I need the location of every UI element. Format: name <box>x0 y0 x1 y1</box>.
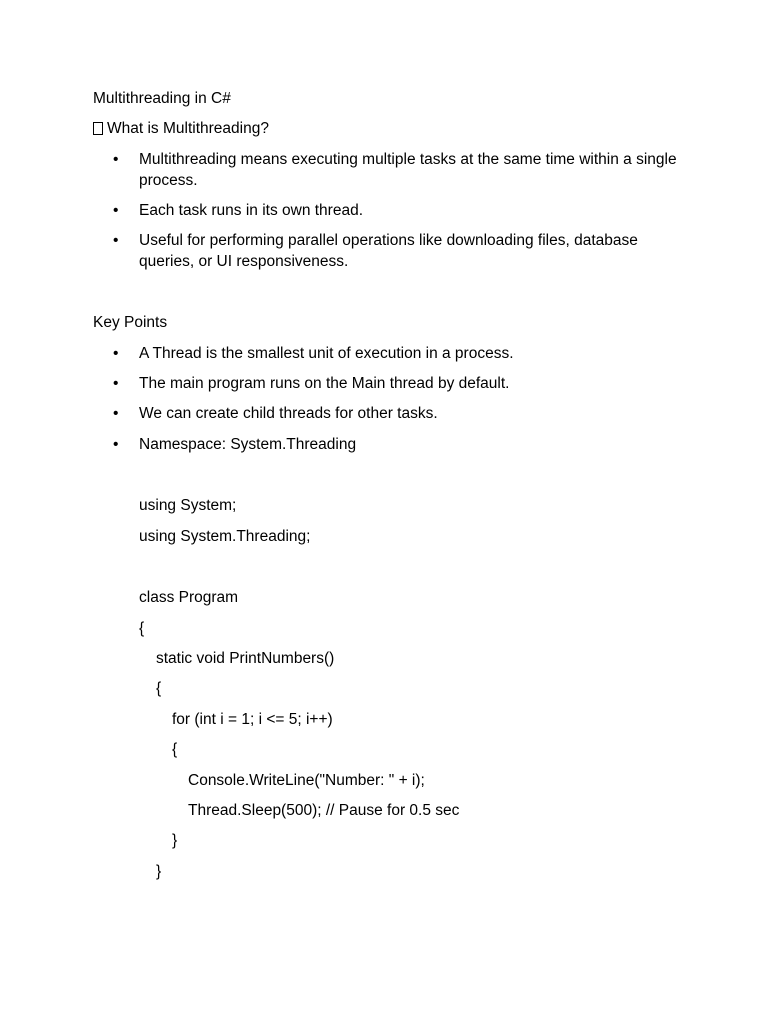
list-item-text: We can create child threads for other tasks. <box>139 405 438 422</box>
list-item-text: A Thread is the smallest unit of execution in a process. <box>139 345 514 362</box>
code-line: using System.Threading; <box>139 528 311 545</box>
bullet-icon: • <box>113 436 119 453</box>
code-line: using System; <box>139 497 237 514</box>
document-title: Multithreading in C# <box>93 90 231 107</box>
missing-glyph-icon <box>93 122 103 135</box>
code-line: class Program <box>139 589 239 606</box>
section-heading-what-is <box>93 118 269 139</box>
list-item-text: The main program runs on the Main thread by default. <box>139 375 510 392</box>
list-item-text: Each task runs in its own thread. <box>139 202 364 219</box>
code-line: } <box>156 863 162 880</box>
code-line: } <box>172 832 178 849</box>
list-item-text: Namespace: System.Threading <box>139 436 357 453</box>
bullet-icon: • <box>113 405 119 422</box>
code-line: { <box>139 620 145 637</box>
bullet-icon: • <box>113 151 119 168</box>
code-line: Thread.Sleep(500); // Pause for 0.5 sec <box>188 802 460 819</box>
bullet-icon: • <box>113 202 119 219</box>
list-item-text: Multithreading means executing multiple tasks at the same time within a single process. <box>139 151 677 189</box>
bullet-icon: • <box>113 232 119 249</box>
code-line: Console.WriteLine("Number: " + i); <box>188 772 425 789</box>
code-line: static void PrintNumbers() <box>156 650 335 667</box>
section-heading-key-points: Key Points <box>93 314 168 331</box>
list-item-text: Useful for performing parallel operations like downloading files, database queries, or UI responsiveness. <box>139 232 638 270</box>
bullet-icon: • <box>113 375 119 392</box>
bullet-icon: • <box>113 345 119 362</box>
code-line: { <box>156 680 162 697</box>
section-heading-what-is-text: What is Multithreading? <box>107 120 269 137</box>
code-line: for (int i = 1; i <= 5; i++) <box>172 711 333 728</box>
code-line: { <box>172 741 178 758</box>
